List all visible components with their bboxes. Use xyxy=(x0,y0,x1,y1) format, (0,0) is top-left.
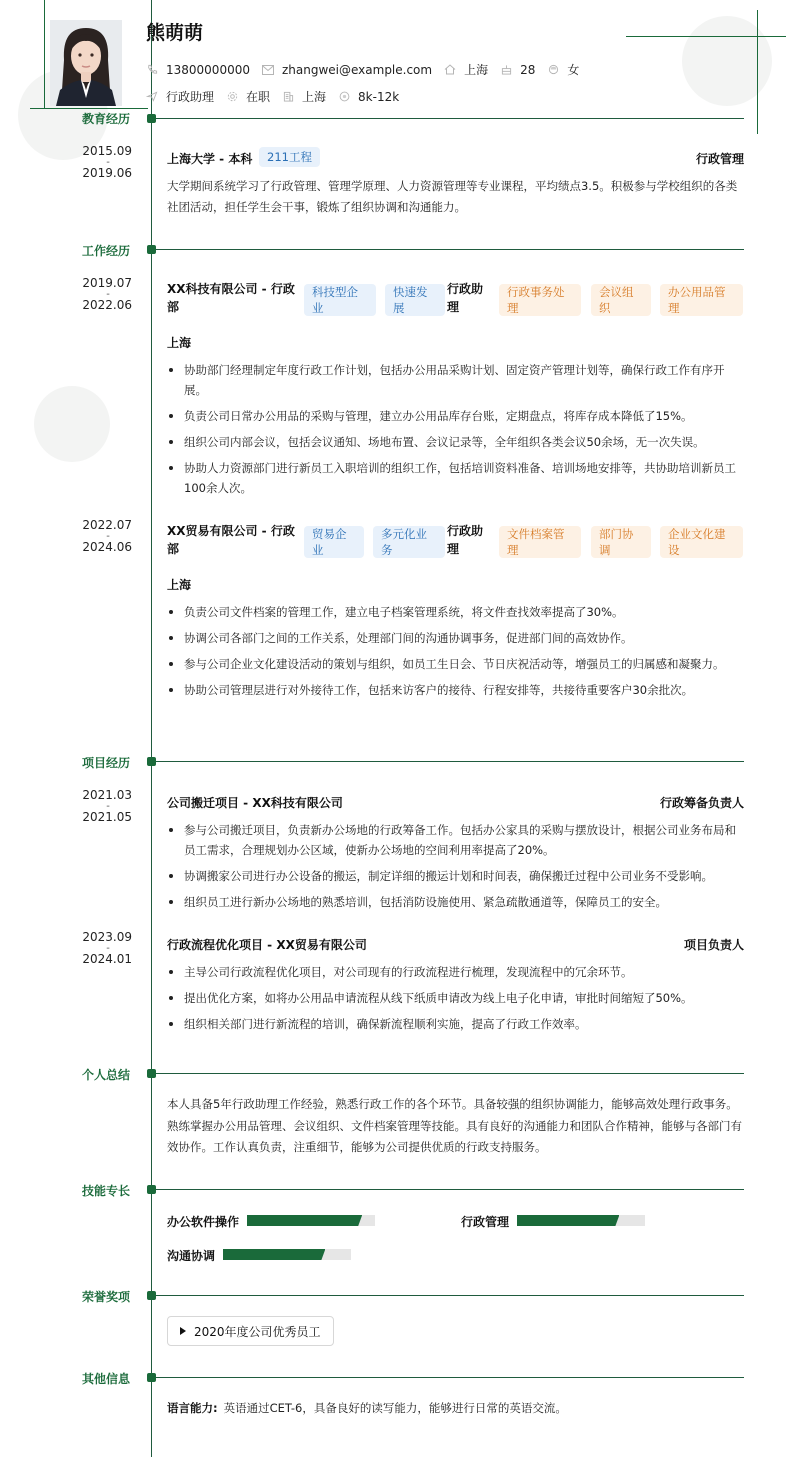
list-item: 协助公司管理层进行对外接待工作，包括来访客户的接待、行程安排等，共接待重要客户30余批次。 xyxy=(167,680,744,700)
list-item: 负责公司日常办公用品的采购与管理，建立办公用品库存台账，定期盘点，将库存成本降低了15%。 xyxy=(167,406,744,426)
education-major: 行政管理 xyxy=(695,152,744,166)
candidate-name: 熊萌萌 xyxy=(146,22,204,44)
work-company: XX科技有限公司 - 行政部 xyxy=(167,282,295,314)
award-item[interactable] xyxy=(167,1316,334,1346)
list-item: 组织公司内部会议，包括会议通知、场地布置、会议记录等，全年组织各类会议50余场，无一次失误。 xyxy=(167,432,744,452)
section-divider xyxy=(156,118,744,119)
list-item: 组织员工进行新办公场地的熟悉培训，包括消防设施使用、紧急疏散通道等，保障员工的安全。 xyxy=(167,892,744,912)
date-start: 2019.07 xyxy=(82,276,132,290)
section-title-other: 其他信息 xyxy=(81,1372,130,1386)
skill-bar-fill xyxy=(223,1249,325,1260)
list-item: 参与公司搬迁项目，负责新办公场地的行政筹备工作。包括办公家具的采购与摆放设计，根据公司业务布局和员工需求，合理规划办公区域，使新办公场地的空间利用率提高了20%。 xyxy=(167,820,744,860)
award-text: 2020年度公司优秀员工 xyxy=(194,1324,321,1339)
contact-location xyxy=(444,61,488,78)
phone-number: 13800000000 xyxy=(166,62,250,77)
intent-salary xyxy=(338,90,399,104)
work-role: 行政助理 xyxy=(447,282,484,314)
date-start: 2023.09 xyxy=(82,930,132,944)
contact-phone xyxy=(146,63,250,77)
intent-job-text: 行政助理 xyxy=(166,90,215,104)
list-item: 协调公司各部门之间的工作关系，处理部门间的沟通协调事务，促进部门间的高效协作。 xyxy=(167,628,744,648)
avatar-portrait-icon xyxy=(50,20,122,106)
decor-circle-mid-left xyxy=(34,386,110,462)
skill-tag: 部门协调 xyxy=(591,526,651,558)
section-title-work: 工作经历 xyxy=(81,244,130,258)
date-end: 2022.06 xyxy=(82,298,132,312)
skill-bar xyxy=(517,1215,645,1226)
timeline-dot xyxy=(147,1373,156,1382)
timeline-dot xyxy=(147,757,156,766)
date-start: 2022.07 xyxy=(82,518,132,532)
work-city: 上海 xyxy=(167,578,192,592)
list-item: 协调搬家公司进行办公设备的搬运，制定详细的搬运计划和时间表，确保搬迁过程中公司业务不受影响。 xyxy=(167,866,744,886)
list-item: 参与公司企业文化建设活动的策划与组织，如员工生日会、节日庆祝活动等，增强员工的归属感和凝聚力。 xyxy=(167,654,744,674)
date-separator: - xyxy=(106,157,110,168)
timeline-dot xyxy=(147,245,156,254)
summary-text: 本人具备5年行政助理工作经验，熟悉行政工作的各个环节。具备较强的组织协调能力，能够高效处理行政事务。熟练掌握办公用品管理、会议组织、文件档案管理等技能。具有良好的沟通能力和团队合作精神，能够与各部门有效协作。工作认真负责，注重细节，能够为公司提供优质的行政支持服务。 xyxy=(167,1097,742,1154)
contact-email xyxy=(262,63,432,77)
section-title-summary: 个人总结 xyxy=(81,1068,130,1082)
company-tag: 快速发展 xyxy=(385,284,445,316)
work-bullets xyxy=(167,360,744,504)
decor-line xyxy=(626,36,786,37)
intent-job xyxy=(146,88,214,105)
work-bullets xyxy=(167,602,744,706)
school-badge: 211工程 xyxy=(259,147,320,167)
date-separator: - xyxy=(106,531,110,542)
timeline-dot xyxy=(147,1291,156,1300)
section-title-projects: 项目经历 xyxy=(81,756,130,770)
skill-bar-fill xyxy=(517,1215,619,1226)
project-bullets xyxy=(167,820,744,918)
work-city: 上海 xyxy=(167,336,192,350)
skill-tag: 文件档案管理 xyxy=(499,526,581,558)
other-info xyxy=(167,1398,744,1419)
age-text: 28 xyxy=(520,62,536,77)
date-start: 2021.03 xyxy=(82,788,132,802)
decor-circle-top-right xyxy=(682,16,772,106)
contact-age xyxy=(500,63,535,77)
home-icon xyxy=(444,64,456,76)
decor-line xyxy=(30,108,148,109)
intent-status-text: 在职 xyxy=(246,90,271,104)
project-date xyxy=(70,931,132,966)
date-end: 2024.06 xyxy=(82,540,132,554)
skill-bar xyxy=(247,1215,375,1226)
gender-icon xyxy=(547,64,559,76)
intent-city-text: 上海 xyxy=(302,90,327,104)
project-name: 行政流程优化项目 - XX贸易有限公司 xyxy=(167,938,367,952)
skill-tag: 行政事务处理 xyxy=(499,284,581,316)
timeline-dot xyxy=(147,1185,156,1194)
education-description: 大学期间系统学习了行政管理、管理学原理、人力资源管理等专业课程，平均绩点3.5。积极参与学校组织的各类社团活动，担任学生会干事，锻炼了组织协调和沟通能力。 xyxy=(167,179,738,214)
phone-icon xyxy=(146,64,158,76)
location-text: 上海 xyxy=(464,63,489,77)
other-label: 语言能力: xyxy=(167,1401,218,1415)
section-divider xyxy=(156,1073,744,1074)
section-divider xyxy=(156,1189,744,1190)
section-title-education: 教育经历 xyxy=(81,112,130,126)
list-item: 负责公司文件档案的管理工作，建立电子档案管理系统，将文件查找效率提高了30%。 xyxy=(167,602,744,622)
list-item: 组织相关部门进行新流程的培训，确保新流程顺利实施，提高了行政工作效率。 xyxy=(167,1014,744,1034)
intent-salary-text: 8k-12k xyxy=(358,89,400,104)
section-divider xyxy=(156,761,744,762)
section-divider xyxy=(156,1377,744,1378)
decor-line xyxy=(44,0,45,108)
mail-icon xyxy=(262,64,274,76)
work-role: 行政助理 xyxy=(447,524,484,556)
coin-icon xyxy=(338,91,350,103)
date-end: 2021.05 xyxy=(82,810,132,824)
gender-text: 女 xyxy=(567,63,580,77)
project-date xyxy=(70,789,132,824)
date-end: 2019.06 xyxy=(82,166,132,180)
timeline-dot xyxy=(147,1069,156,1078)
work-date xyxy=(70,519,132,554)
list-item: 协助部门经理制定年度行政工作计划，包括办公用品采购计划、固定资产管理计划等，确保行政工作有序开展。 xyxy=(167,360,744,400)
list-item: 协助人力资源部门进行新员工入职培训的组织工作，包括培训资料准备、培训场地安排等，共协助培训新员工100余人次。 xyxy=(167,458,744,498)
section-title-awards: 荣誉奖项 xyxy=(81,1290,130,1304)
project-role: 项目负责人 xyxy=(683,938,744,952)
list-item: 主导公司行政流程优化项目，对公司现有的行政流程进行梳理，发现流程中的冗余环节。 xyxy=(167,962,744,982)
project-bullets xyxy=(167,962,744,1040)
date-separator: - xyxy=(106,943,110,954)
skill-tag: 会议组织 xyxy=(591,284,651,316)
other-value: 英语通过CET-6，具备良好的读写能力，能够进行日常的英语交流。 xyxy=(223,1401,567,1415)
cake-icon xyxy=(500,64,512,76)
skill-name: 行政管理 xyxy=(461,1215,510,1229)
company-tag: 贸易企业 xyxy=(304,526,364,558)
section-title-skills: 技能专长 xyxy=(81,1184,130,1198)
education-school: 上海大学 - 本科 xyxy=(167,152,253,166)
list-item: 提出优化方案，如将办公用品申请流程从线下纸质申请改为线上电子化申请，审批时间缩短了50%。 xyxy=(167,988,744,1008)
email-address: zhangwei@example.com xyxy=(281,62,433,77)
job-intent-row xyxy=(146,88,411,105)
intent-status xyxy=(226,88,270,105)
section-divider xyxy=(156,249,744,250)
skill-bar-fill xyxy=(247,1215,362,1226)
skill-name: 办公软件操作 xyxy=(167,1215,240,1229)
skill-tag: 企业文化建设 xyxy=(660,526,743,558)
gear-icon xyxy=(226,91,238,103)
contact-gender xyxy=(547,61,579,78)
date-end: 2024.01 xyxy=(82,952,132,966)
date-start: 2015.09 xyxy=(82,144,132,158)
date-separator: - xyxy=(106,801,110,812)
decor-line xyxy=(757,10,758,134)
date-separator: - xyxy=(106,289,110,300)
send-icon xyxy=(146,91,158,103)
timeline-dot xyxy=(147,114,156,123)
skill-tag: 办公用品管理 xyxy=(660,284,743,316)
company-tag: 多元化业务 xyxy=(373,526,445,558)
work-date xyxy=(70,277,132,312)
section-divider xyxy=(156,1295,744,1296)
building-icon xyxy=(282,91,294,103)
contact-row xyxy=(146,61,591,78)
timeline-line xyxy=(151,0,152,1457)
project-name: 公司搬迁项目 - XX科技有限公司 xyxy=(167,796,343,810)
company-tag: 科技型企业 xyxy=(304,284,376,316)
intent-city xyxy=(282,88,326,105)
work-company: XX贸易有限公司 - 行政部 xyxy=(167,524,295,556)
skill-name: 沟通协调 xyxy=(167,1249,216,1263)
education-date xyxy=(70,145,132,180)
project-role: 行政筹备负责人 xyxy=(659,796,744,810)
skill-bar xyxy=(223,1249,351,1260)
avatar xyxy=(50,20,122,106)
play-triangle-icon xyxy=(180,1327,186,1335)
